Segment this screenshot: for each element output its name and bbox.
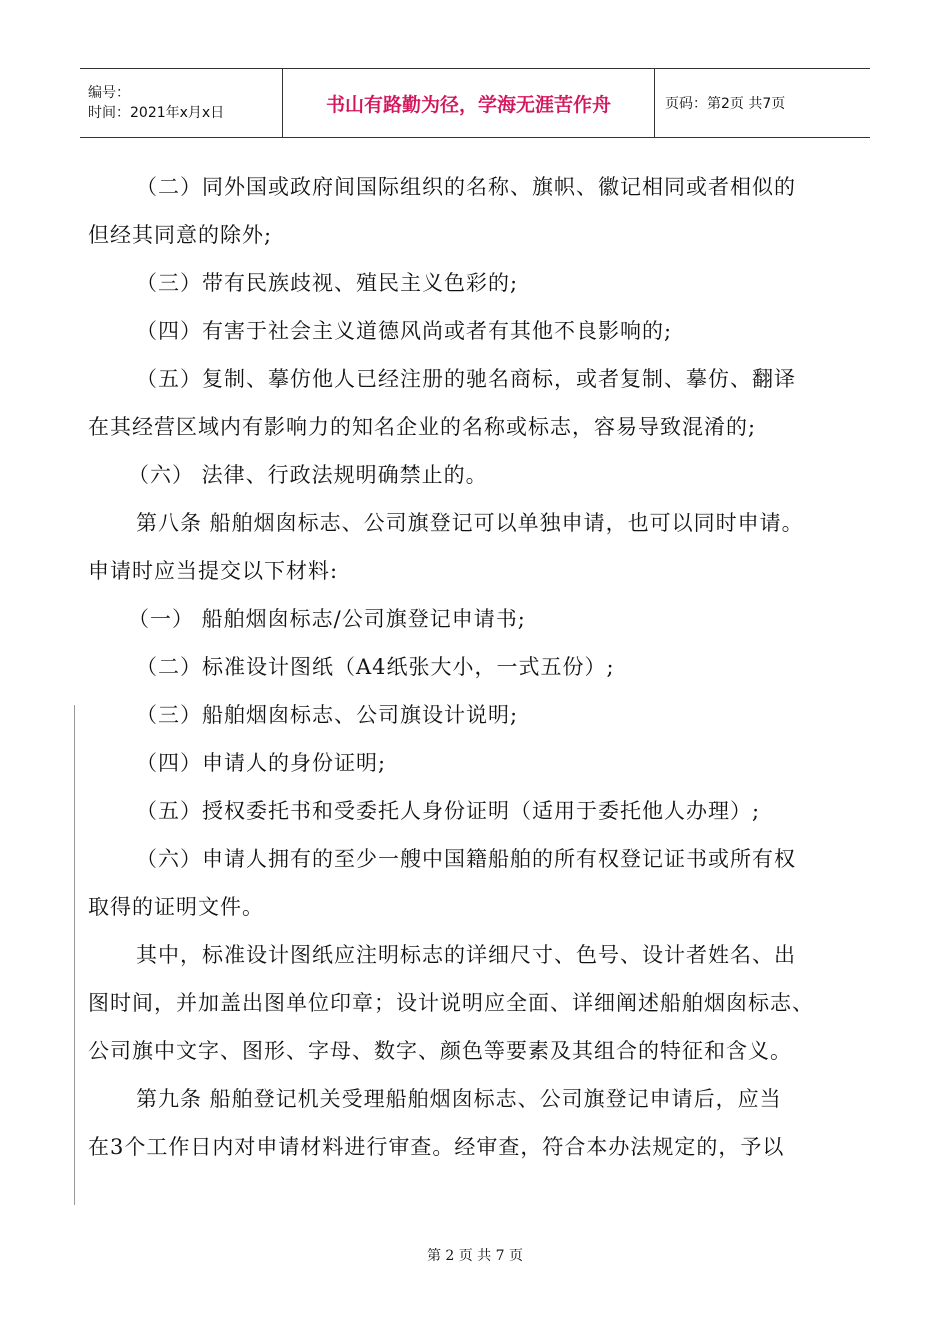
- paragraph: 其中，标准设计图纸应注明标志的详细尺寸、色号、设计者姓名、出: [136, 943, 796, 967]
- paragraph: 在其经营区域内有影响力的知名企业的名称或标志，容易导致混淆的;: [88, 415, 757, 439]
- date-label: 时间：2021年x月x日: [88, 105, 225, 121]
- document-header: [80, 68, 870, 138]
- document-body: [88, 163, 878, 1171]
- header-motto: 书山有路勤为径，学海无涯苦作舟: [283, 69, 655, 137]
- paragraph: 图时间，并加盖出图单位印章；设计说明应全面、详细阐述船舶烟囱标志、: [88, 991, 814, 1015]
- header-meta: [80, 69, 283, 137]
- margin-line: [74, 705, 75, 1205]
- paragraph: （五）复制、摹仿他人已经注册的驰名商标，或者复制、摹仿、翻译: [136, 367, 796, 391]
- paragraph: （二）标准设计图纸（A4纸张大小，一式五份）;: [136, 655, 615, 679]
- paragraph: （六）申请人拥有的至少一艘中国籍船舶的所有权登记证书或所有权: [136, 847, 796, 871]
- number-label: 编号：: [88, 85, 130, 101]
- paragraph: （六） 法律、行政法规明确禁止的。: [128, 463, 488, 487]
- paragraph: 申请时应当提交以下材料:: [88, 559, 339, 583]
- paragraph: 取得的证明文件。: [88, 895, 264, 919]
- paragraph: （五）授权委托书和受委托人身份证明（适用于委托他人办理）;: [136, 799, 761, 823]
- paragraph: （三）船舶烟囱标志、公司旗设计说明;: [136, 703, 519, 727]
- paragraph: （二）同外国或政府间国际组织的名称、旗帜、徽记相同或者相似的: [136, 175, 796, 199]
- paragraph: （一） 船舶烟囱标志/公司旗登记申请书;: [128, 607, 526, 631]
- paragraph: 在3个工作日内对申请材料进行审查。经审查，符合本办法规定的，予以: [88, 1135, 785, 1159]
- header-page-label: 页码：第2页 共7页: [665, 96, 786, 112]
- paragraph: 第八条 船舶烟囱标志、公司旗登记可以单独申请，也可以同时申请。: [136, 511, 804, 535]
- page-footer: 第 2 页 共 7 页: [426, 1248, 524, 1264]
- paragraph: （四）有害于社会主义道德风尚或者有其他不良影响的;: [136, 319, 673, 343]
- paragraph: （三）带有民族歧视、殖民主义色彩的;: [136, 271, 519, 295]
- paragraph: （四）申请人的身份证明;: [136, 751, 387, 775]
- paragraph: 但经其同意的除外;: [88, 223, 273, 247]
- paragraph: 第九条 船舶登记机关受理船舶烟囱标志、公司旗登记申请后，应当: [136, 1087, 782, 1111]
- paragraph: 公司旗中文字、图形、字母、数字、颜色等要素及其组合的特征和含义。: [88, 1039, 792, 1063]
